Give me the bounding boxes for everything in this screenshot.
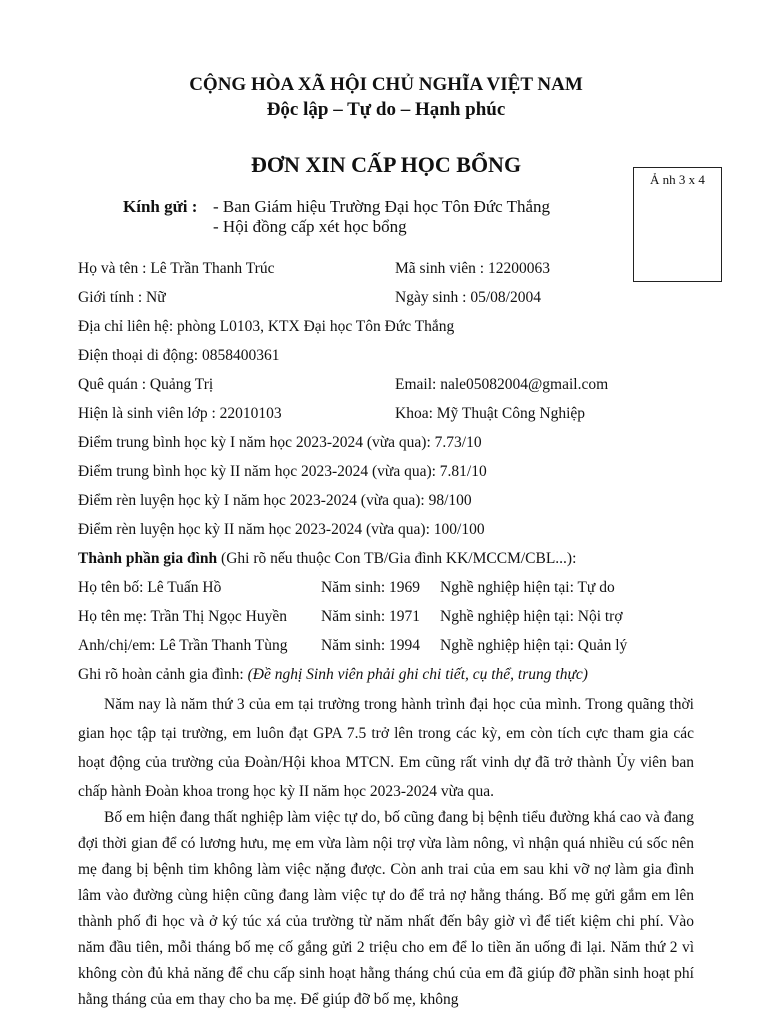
family-section-heading [78,550,576,568]
addressee-label: Kính gửi : [123,197,198,216]
student-dob: Ngày sinh : 05/08/2004 [395,289,541,306]
mother-occupation: Nghề nghiệp hiện tại: Nội trợ [440,608,623,625]
photo-label: Ả nh 3 x 4 [650,172,705,187]
father-name: Họ tên bố: Lê Tuấn Hồ [78,579,222,596]
circumstance-paragraph-2: Bố em hiện đang thất nghiệp làm việc tự do, bố cũng đang bị bệnh tiểu đường khá cao và đang đợi thời gian để có lương hưu, mẹ em vừa làm nội trợ vừa làm nông, vì nhận quá nhiều cú sốc nên mẹ đang bị bệnh tim không làm việc nặng được. Còn anh trai của em sau khi vỡ nợ làm gia đình lâm vào đường cùng hiện cũng đang làm việc tự do để trả nợ hằng tháng. Bố mẹ gửi gắm em lên thành phố đi học và ở ký túc xá của trường từ năm nhất đến bây giờ vì để tiết kiệm chi phí. Vào năm đầu tiên, mỗi tháng bố mẹ cố gắng gửi 2 triệu cho em để lo tiền ăn uống đi lại. Năm thứ 2 vì không còn đủ khả năng để chu cấp sinh hoạt hằng tháng chú của em đã giúp đỡ phần sinh hoạt phí hằng tháng của em thay cho ba mẹ. Để giúp đỡ bố mẹ, không [78,809,694,1008]
contact-address: Địa chỉ liên hệ: phòng L0103, KTX Đại học Tôn Đức Thắng [78,318,455,335]
page-title: ĐƠN XIN CẤP HỌC BỔNG [250,152,522,177]
mother-name: Họ tên mẹ: Trần Thị Ngọc Huyền [78,608,287,625]
circumstance-line [78,666,588,684]
student-name: Họ và tên : Lê Trần Thanh Trúc [78,260,275,277]
conduct-semester-1: Điểm rèn luyện học kỳ I năm học 2023-2024 (vừa qua): 98/100 [78,492,472,509]
student-gender: Giới tính : Nữ [78,289,166,306]
student-class: Hiện là sinh viên lớp : 22010103 [78,405,282,422]
mother-birth-year: Năm sinh: 1971 [321,608,421,625]
circumstance-paragraph-1: Năm nay là năm thứ 3 của em tại trường trong hành trình đại học của mình. Trong quãng thời gian học tập tại trường, em luôn đạt GPA 7.5 trở lên trong các kỳ, em còn tích cực tham gia các hoạt động của trường của Đoàn/Hội khoa MTCN. Em cũng rất vinh dự đã trở thành Ủy viên ban chấp hành Đoàn khoa trong học kỳ II năm học 2023-2024 vừa qua. [78,696,694,800]
addressee-line-2: - Hội đồng cấp xét học bổng [213,217,407,236]
hometown: Quê quán : Quảng Trị [78,376,214,393]
circumstance-note: (Đề nghị Sinh viên phải ghi chi tiết, cụ thể, trung thực) [247,666,588,683]
father-birth-year: Năm sinh: 1969 [321,579,421,596]
family-heading: Thành phần gia đình [78,550,218,567]
father-occupation: Nghề nghiệp hiện tại: Tự do [440,579,615,596]
gpa-semester-1: Điểm trung bình học kỳ I năm học 2023-2024 (vừa qua): 7.73/10 [78,434,482,451]
gpa-semester-2: Điểm trung bình học kỳ II năm học 2023-2024 (vừa qua): 7.81/10 [78,463,487,480]
document-header-country: CỘNG HÒA XÃ HỘI CHỦ NGHĨA VIỆT NAM [189,74,583,95]
email: Email: nale05082004@gmail.com [395,376,609,393]
sibling-birth-year: Năm sinh: 1994 [321,637,421,654]
document-header-motto: Độc lập – Tự do – Hạnh phúc [266,99,506,120]
conduct-semester-2: Điểm rèn luyện học kỳ II năm học 2023-2024 (vừa qua): 100/100 [78,521,485,538]
family-note: (Ghi rõ nếu thuộc Con TB/Gia đình KK/MCCM/CBL...): [217,550,577,567]
addressee-line-1: - Ban Giám hiệu Trường Đại học Tôn Đức Thắng [213,197,551,216]
student-id: Mã sinh viên : 12200063 [395,260,550,277]
faculty: Khoa: Mỹ Thuật Công Nghiệp [395,405,586,422]
sibling-name: Anh/chị/em: Lê Trần Thanh Tùng [78,637,288,654]
photo-placeholder [633,167,722,282]
circumstance-label: Ghi rõ hoàn cảnh gia đình: [78,666,248,683]
phone-number: Điện thoại di động: 0858400361 [78,347,280,364]
sibling-occupation: Nghề nghiệp hiện tại: Quản lý [440,637,628,654]
